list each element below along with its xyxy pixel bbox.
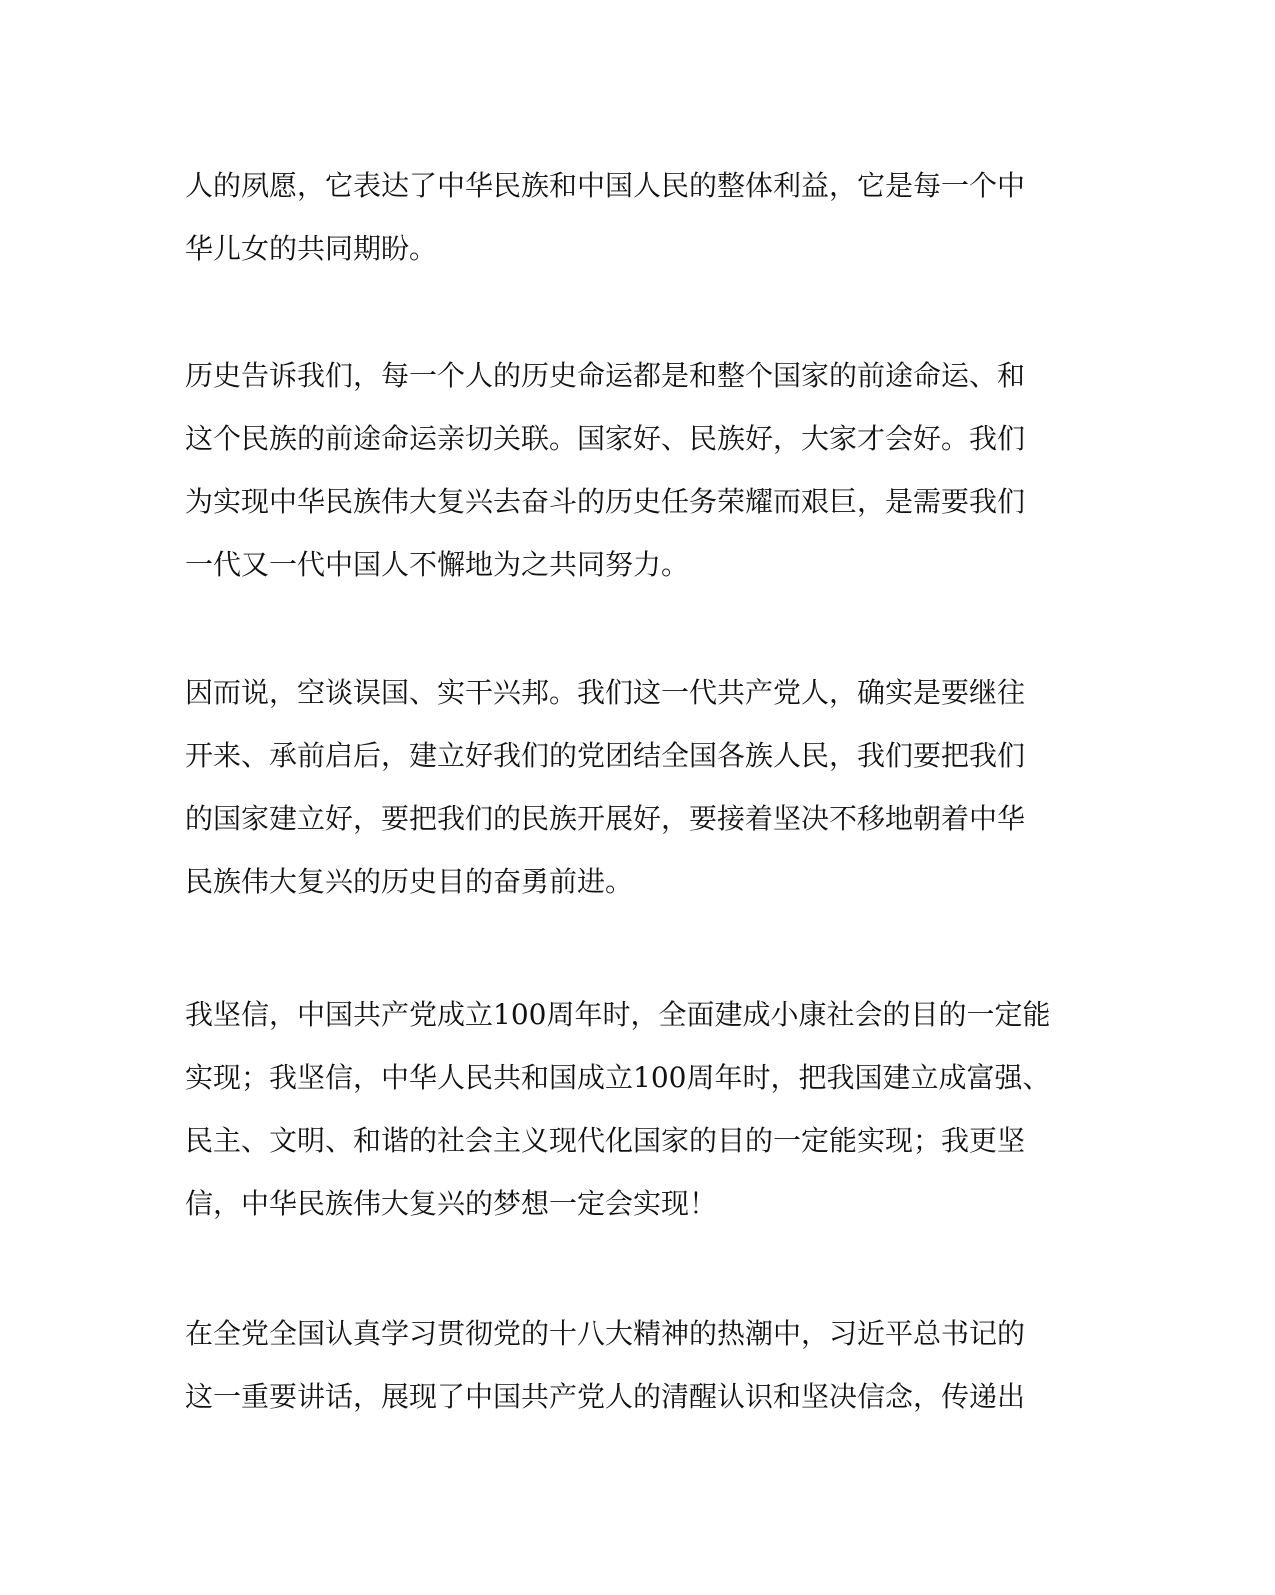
paragraph-line: 在全党全国认真学习贯彻党的十八大精神的热潮中，习近平总书记的: [185, 1317, 1026, 1350]
paragraph-line: 因而说，空谈误国、实干兴邦。我们这一代共产党人，确实是要继往: [185, 676, 1026, 709]
paragraph-line: 开来、承前启后，建立好我们的党团结全国各族人民，我们要把我们: [185, 739, 1026, 772]
paragraph-line: 为实现中华民族伟大复兴去奋斗的历史任务荣耀而艰巨，是需要我们: [185, 485, 1026, 518]
paragraph-line: 历史告诉我们，每一个人的历史命运都是和整个国家的前途命运、和: [185, 359, 1026, 392]
paragraph-line: 民族伟大复兴的历史目的奋勇前进。: [185, 865, 634, 898]
paragraph-line: 信，中华民族伟大复兴的梦想一定会实现！: [185, 1187, 718, 1220]
paragraph-line: 民主、文明、和谐的社会主义现代化国家的目的一定能实现；我更坚: [185, 1124, 1026, 1157]
paragraph-line: 一代又一代中国人不懈地为之共同努力。: [185, 548, 690, 581]
paragraph-line: 这一重要讲话，展现了中国共产党人的清醒认识和坚决信念，传递出: [185, 1380, 1026, 1413]
paragraph-line: 这个民族的前途命运亲切关联。国家好、民族好，大家才会好。我们: [185, 422, 1026, 455]
paragraph-line: 我坚信，中国共产党成立100周年时，全面建成小康社会的目的一定能: [185, 998, 1051, 1031]
paragraph-line: 的国家建立好，要把我们的民族开展好，要接着坚决不移地朝着中华: [185, 802, 1026, 835]
paragraph-line: 实现；我坚信，中华人民共和国成立100周年时，把我国建立成富强、: [185, 1061, 1051, 1094]
paragraph-line: 人的夙愿，它表达了中华民族和中国人民的整体利益，它是每一个中: [185, 169, 1026, 202]
paragraph-line: 华儿女的共同期盼。: [185, 232, 438, 265]
